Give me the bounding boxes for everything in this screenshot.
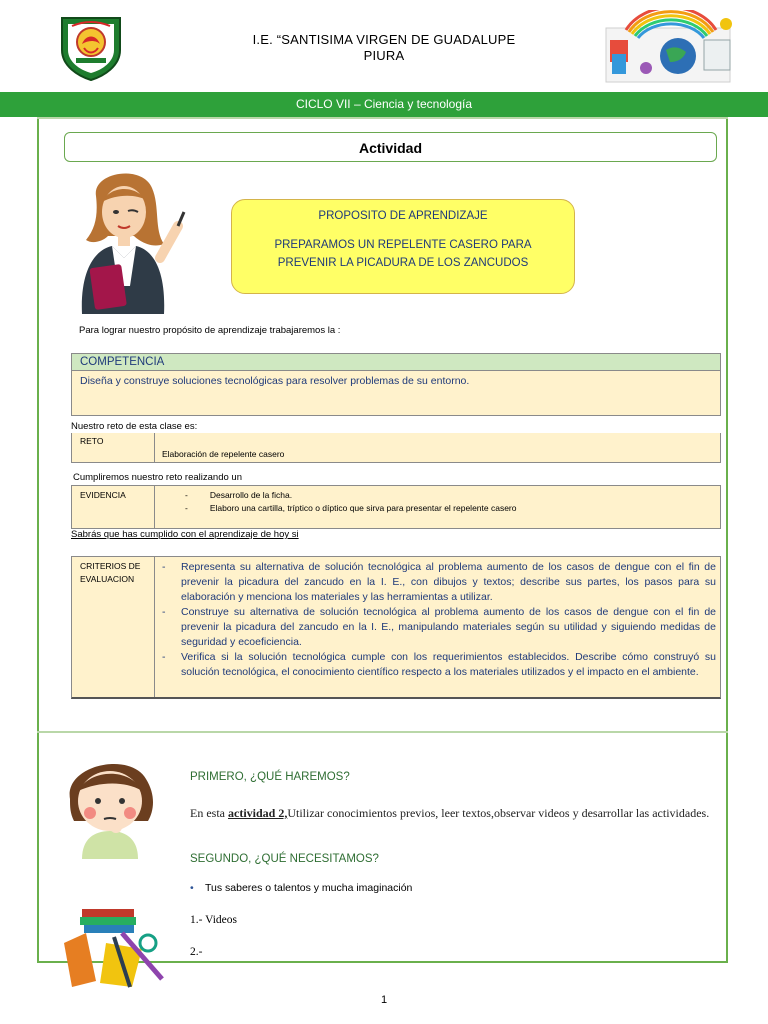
activity-reference: actividad 2, [228, 806, 288, 820]
frame-top-line [37, 117, 728, 119]
evidencia-item: - Elaboro una cartilla, tríptico o díptico que sirva para presentar el repelente casero [185, 503, 517, 513]
reto-cell-value: Elaboración de repelente casero [162, 449, 285, 459]
list-item-2: 2.- [190, 946, 203, 958]
sabras-label: Sabrás que has cumplido con el aprendizaje de hoy si [71, 529, 299, 540]
list-item-videos: 1.- Videos [190, 914, 238, 926]
science-collage-image [596, 10, 746, 86]
school-name: I.E. “SANTISIMA VIRGEN DE GUADALUPE [252, 32, 516, 47]
evidencia-item: - Desarrollo de la ficha. [185, 490, 293, 500]
purpose-line-1: PREPARAMOS UN REPELENTE CASERO PARA [274, 239, 532, 251]
competencia-text: Diseña y construye soluciones tecnológicas para resolver problemas de su entorno. [72, 371, 720, 415]
activity-title: Actividad [64, 132, 717, 162]
primero-heading: PRIMERO, ¿QUÉ HAREMOS? [190, 771, 350, 783]
thinking-kid-illustration [60, 755, 166, 859]
competencia-table [71, 353, 721, 416]
criterios-table-row [71, 556, 721, 699]
school-supplies-illustration [62, 903, 164, 989]
reto-intro-label: Nuestro reto de esta clase es: [71, 421, 198, 432]
school-city: PIURA [363, 48, 405, 63]
reto-table-row [71, 433, 721, 463]
competencia-header: COMPETENCIA [72, 354, 720, 371]
purpose-box [231, 199, 575, 294]
evidencia-intro-label: Cumpliremos nuestro reto realizando un [73, 472, 242, 483]
cycle-bar: CICLO VII – Ciencia y tecnología [0, 92, 768, 117]
reto-cell-label: RETO [72, 433, 155, 462]
criterios-cell-label: CRITERIOS DE EVALUACION [72, 557, 155, 697]
criterio-item: - Representa su alternativa de solución tecnológica al problema aumento de los casos de dengue con el fin de prevenir la picadura del zancudo en la I. E., con dibujos y textos; describe sus partes, los pasos para su elaboración y menciona los materiales y las herramientas a utilizar. [162, 561, 716, 603]
bullet-icon: • [190, 882, 194, 894]
intro-text: Para lograr nuestro propósito de aprendizaje trabajaremos la : [79, 325, 341, 336]
teacher-illustration [68, 166, 194, 314]
purpose-title: PROPOSITO DE APRENDIZAJE [318, 210, 488, 222]
section-divider [37, 731, 728, 733]
evidencia-cell-label: EVIDENCIA [72, 486, 155, 528]
page-number: 1 [380, 994, 388, 1006]
criterio-item: - Verifica si la solución tecnológica cumple con los requerimientos establecidos. Describe cómo construyó su solución tecnológica, el conocimiento científico respecto a los materiales utilizados y el impacto en el ambiente. [162, 651, 716, 678]
evidencia-table-row [71, 485, 721, 529]
purpose-text [232, 236, 574, 272]
criterio-item: - Construye su alternativa de solución tecnológica al problema aumento de los casos de dengue con el fin de prevenir la picadura del zancudo en la I. E., manipulando materiales según su utilidad y siguiendo medidas de seguridad y ecoeficiencia. [162, 606, 716, 648]
evidencia-cell-list [155, 486, 720, 528]
segundo-heading: SEGUNDO, ¿QUÉ NECESITAMOS? [190, 853, 379, 865]
criterios-cell-list [155, 557, 720, 697]
purpose-line-2: PREVENIR LA PICADURA DE LOS ZANCUDOS [277, 257, 529, 269]
primero-text: En esta actividad 2,Utilizar conocimientos previos, leer textos,observar videos y desarrollar las actividades. [190, 806, 710, 820]
needs-bullet-item: • Tus saberes o talentos y mucha imaginación [190, 882, 413, 894]
